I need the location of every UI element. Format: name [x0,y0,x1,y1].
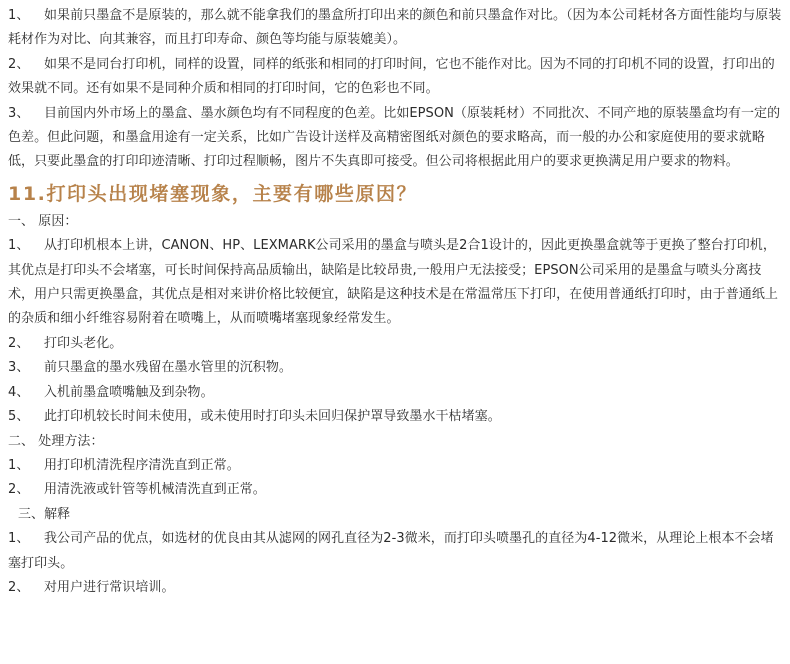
item-text: 入机前墨盒喷嘴触及到杂物。 [44,384,214,400]
item-number: 2、 [8,579,30,595]
item-text: 用清洗液或针管等机械清洗直到正常。 [44,482,266,498]
item-number: 1、 [8,238,30,254]
cause-item-1 [8,234,782,332]
item-text: 打印头老化。 [44,335,123,351]
item-number: 3、 [8,360,30,376]
item-text: 对用户进行常识培训。 [44,579,175,595]
item-number: 2、 [8,56,30,72]
explanation-item-1 [8,527,782,576]
item-number: 2、 [8,335,30,351]
paragraph-text: 如果不是同台打印机，同样的设置，同样的纸张和相同的打印时间，它也不能作对比。因为不同的打印机不同的设置，打印出的效果就不同。还有如果不是同种介质和相同的打印时间，它的色彩也不同。 [8,56,775,97]
item-number: 1、 [8,531,30,547]
cause-item-5 [8,405,782,429]
intro-paragraph-2 [8,53,782,102]
item-number: 5、 [8,409,30,425]
intro-paragraph-3 [8,102,782,175]
item-text: 从打印机根本上讲，CANON、HP、LEXMARK公司采用的墨盒与喷头是2合1设计的，因此更换墨盒就等于更换了整台打印机，其优点是打印头不会堵塞，可长时间保持高品质输出，缺陷是比较昂贵,一般用户无法接受；EPSON公司采用的是墨盒与喷头分离技术，用户只需更换墨盒，其优点是相对来讲价格比较便宜，缺陷是这种技术是在常温常压下打印，在使用普通纸打印时，由于普通纸上的杂质和细小纤维容易附着在喷嘴上，从而喷嘴堵塞现象经常发生。 [8,238,778,327]
intro-section [8,0,782,175]
item-number: 1、 [8,457,30,473]
item-number: 2、 [8,482,30,498]
explanation-section [8,503,782,601]
solution-item-1 [8,454,782,478]
item-text: 用打印机清洗程序清洗直到正常。 [44,457,240,473]
explanation-item-2 [8,576,782,600]
solutions-title: 二、 处理方法： [8,433,104,449]
cause-item-2 [8,332,782,356]
item-number: 4、 [8,384,30,400]
intro-paragraph-1 [8,4,782,53]
explanation-title: 三、解释 [18,506,71,522]
causes-title: 一、 原因： [8,213,78,229]
paragraph-text: 目前国内外市场上的墨盒、墨水颜色均有不同程度的色差。比如EPSON（原装耗材）不同批次、不同产地的原装墨盒均有一定的色差。但此问题，和墨盒用途有一定关系，比如广告设计送样及高精密图纸对颜色的要求略高，而一般的办公和家庭使用的要求就略低，只要此墨盒的打印印迹清晰、打印过程顺畅，图片不失真即可接受。但公司将根据此用户的要求更换满足用户要求的物料。 [8,105,781,170]
solutions-section [8,430,782,503]
cause-item-4 [8,381,782,405]
item-text: 此打印机较长时间未使用，或未使用时打印头未回归保护罩导致墨水干枯堵塞。 [44,409,501,425]
item-number: 3、 [8,105,30,121]
item-text: 我公司产品的优点，如选材的优良由其从滤网的网孔直径为2-3微米，而打印头喷墨孔的直径为4-12微米，从理论上根本不会堵塞打印头。 [8,531,774,571]
cause-item-3 [8,356,782,380]
causes-section [8,210,782,430]
paragraph-text: 如果前只墨盒不是原装的，那么就不能拿我们的墨盒所打印出来的颜色和前只墨盒作对比。（因为本公司耗材各方面性能均与原装耗材作为对比、向其兼容，而且打印寿命、颜色等均能与原装媲美）。 [8,8,782,48]
solution-item-2 [8,478,782,502]
item-text: 前只墨盒的墨水残留在墨水管里的沉积物。 [44,360,292,376]
section-heading: 11.打印头出现堵塞现象，主要有哪些原因？ [8,182,418,205]
item-number: 1、 [8,8,30,23]
